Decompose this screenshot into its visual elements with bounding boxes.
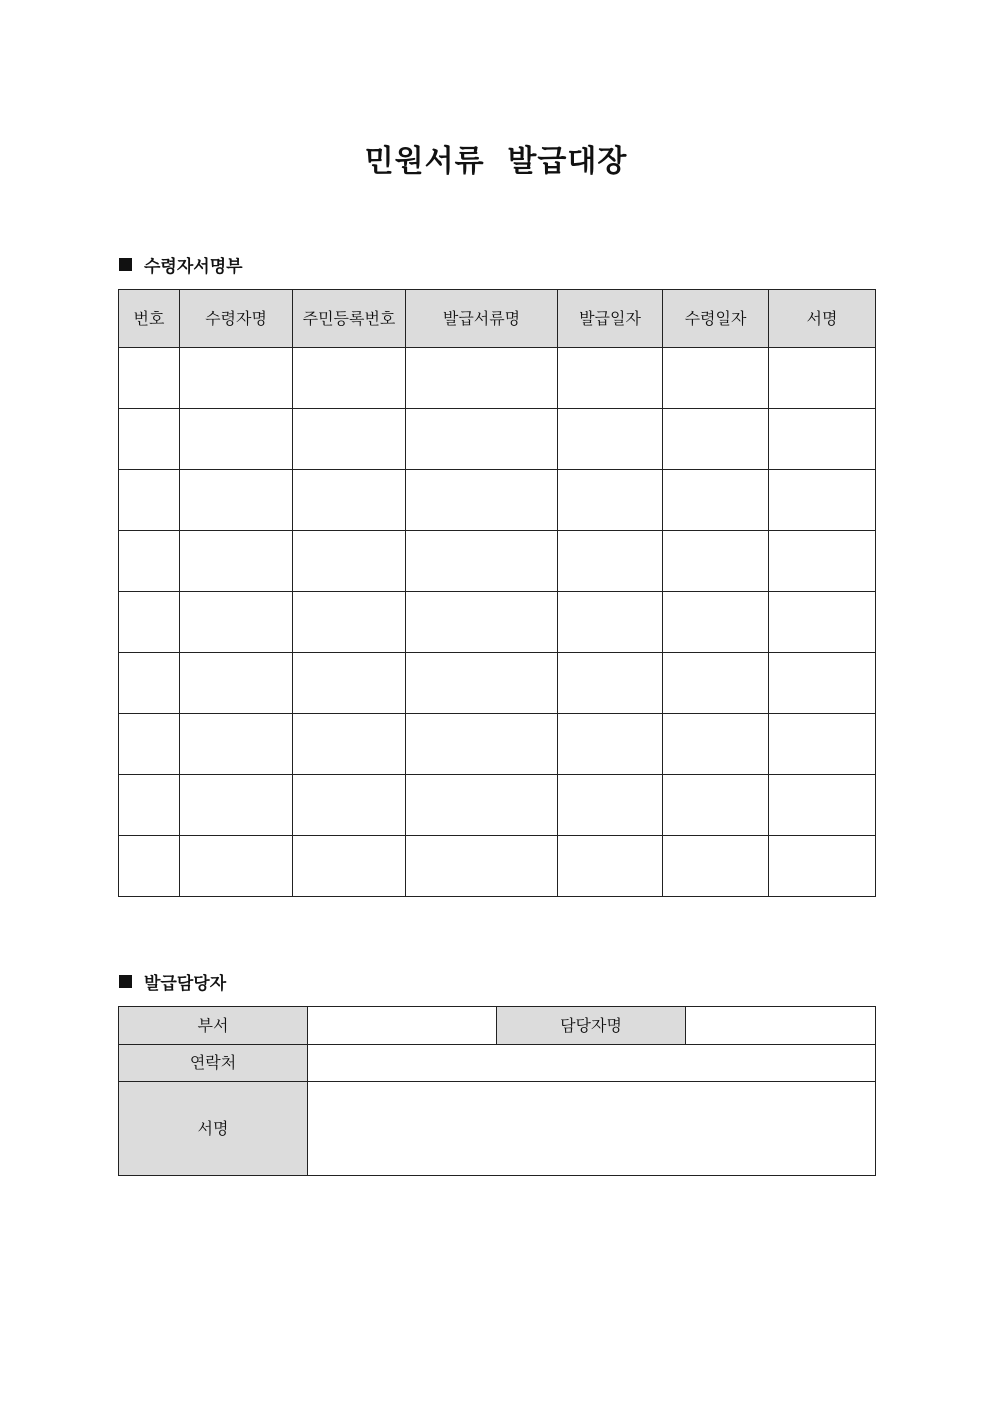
recipient-section-heading	[119, 252, 243, 277]
clerk-name-field[interactable]	[686, 1007, 876, 1045]
table-row	[119, 836, 876, 897]
cell-document-name[interactable]	[406, 531, 558, 592]
cell-issue-date[interactable]	[558, 531, 663, 592]
table-row	[119, 348, 876, 409]
column-header-recipient-name: 수령자명	[180, 290, 293, 348]
cell-number[interactable]	[119, 653, 180, 714]
table-row	[119, 531, 876, 592]
column-header-signature: 서명	[769, 290, 876, 348]
cell-number[interactable]	[119, 836, 180, 897]
cell-number[interactable]	[119, 775, 180, 836]
cell-resident-number[interactable]	[293, 409, 406, 470]
table-row	[119, 775, 876, 836]
cell-resident-number[interactable]	[293, 775, 406, 836]
cell-recipient-name[interactable]	[180, 653, 293, 714]
cell-issue-date[interactable]	[558, 836, 663, 897]
department-field[interactable]	[308, 1007, 497, 1045]
cell-document-name[interactable]	[406, 653, 558, 714]
cell-signature[interactable]	[769, 653, 876, 714]
column-header-resident-number: 주민등록번호	[293, 290, 406, 348]
cell-recipient-name[interactable]	[180, 836, 293, 897]
cell-receipt-date[interactable]	[663, 836, 769, 897]
cell-signature[interactable]	[769, 592, 876, 653]
table-row	[119, 1045, 876, 1082]
cell-document-name[interactable]	[406, 714, 558, 775]
recipient-signature-table	[118, 289, 876, 897]
cell-number[interactable]	[119, 714, 180, 775]
cell-recipient-name[interactable]	[180, 714, 293, 775]
column-header-issue-date: 발급일자	[558, 290, 663, 348]
contact-label: 연락처	[119, 1045, 308, 1082]
cell-signature[interactable]	[769, 714, 876, 775]
table-row	[119, 409, 876, 470]
cell-receipt-date[interactable]	[663, 348, 769, 409]
document-title: 민원서류 발급대장	[364, 144, 628, 179]
cell-issue-date[interactable]	[558, 409, 663, 470]
recipient-table-body	[119, 348, 876, 897]
cell-number[interactable]	[119, 409, 180, 470]
cell-recipient-name[interactable]	[180, 592, 293, 653]
cell-document-name[interactable]	[406, 775, 558, 836]
cell-number[interactable]	[119, 592, 180, 653]
cell-recipient-name[interactable]	[180, 531, 293, 592]
cell-document-name[interactable]	[406, 348, 558, 409]
cell-receipt-date[interactable]	[663, 409, 769, 470]
table-row	[119, 653, 876, 714]
cell-signature[interactable]	[769, 348, 876, 409]
cell-signature[interactable]	[769, 409, 876, 470]
signature-field[interactable]	[308, 1082, 876, 1176]
cell-resident-number[interactable]	[293, 653, 406, 714]
cell-receipt-date[interactable]	[663, 714, 769, 775]
cell-document-name[interactable]	[406, 592, 558, 653]
cell-issue-date[interactable]	[558, 470, 663, 531]
cell-recipient-name[interactable]	[180, 348, 293, 409]
clerk-name-label: 담당자명	[497, 1007, 686, 1045]
clerk-section-heading	[119, 969, 226, 994]
cell-receipt-date[interactable]	[663, 470, 769, 531]
cell-resident-number[interactable]	[293, 348, 406, 409]
department-label: 부서	[119, 1007, 308, 1045]
table-row	[119, 1007, 876, 1045]
cell-issue-date[interactable]	[558, 348, 663, 409]
cell-document-name[interactable]	[406, 409, 558, 470]
cell-issue-date[interactable]	[558, 653, 663, 714]
cell-signature[interactable]	[769, 470, 876, 531]
cell-resident-number[interactable]	[293, 714, 406, 775]
cell-receipt-date[interactable]	[663, 531, 769, 592]
cell-issue-date[interactable]	[558, 775, 663, 836]
contact-field[interactable]	[308, 1045, 876, 1082]
black-square-icon	[119, 258, 132, 271]
cell-recipient-name[interactable]	[180, 470, 293, 531]
cell-signature[interactable]	[769, 531, 876, 592]
cell-resident-number[interactable]	[293, 470, 406, 531]
cell-receipt-date[interactable]	[663, 653, 769, 714]
cell-resident-number[interactable]	[293, 592, 406, 653]
cell-number[interactable]	[119, 531, 180, 592]
column-header-document-name: 발급서류명	[406, 290, 558, 348]
recipient-section-label: 수령자서명부	[144, 257, 243, 277]
cell-recipient-name[interactable]	[180, 775, 293, 836]
black-square-icon	[119, 975, 132, 988]
table-row	[119, 470, 876, 531]
table-row	[119, 1082, 876, 1176]
cell-resident-number[interactable]	[293, 836, 406, 897]
column-header-number: 번호	[119, 290, 180, 348]
cell-resident-number[interactable]	[293, 531, 406, 592]
signature-label: 서명	[119, 1082, 308, 1176]
cell-signature[interactable]	[769, 775, 876, 836]
cell-number[interactable]	[119, 470, 180, 531]
column-header-receipt-date: 수령일자	[663, 290, 769, 348]
table-header-row	[119, 290, 876, 348]
cell-receipt-date[interactable]	[663, 592, 769, 653]
clerk-section-label: 발급담당자	[144, 974, 227, 994]
cell-number[interactable]	[119, 348, 180, 409]
table-row	[119, 714, 876, 775]
cell-document-name[interactable]	[406, 836, 558, 897]
cell-issue-date[interactable]	[558, 714, 663, 775]
cell-document-name[interactable]	[406, 470, 558, 531]
table-row	[119, 592, 876, 653]
cell-signature[interactable]	[769, 836, 876, 897]
cell-issue-date[interactable]	[558, 592, 663, 653]
clerk-info-table	[118, 1006, 876, 1176]
cell-recipient-name[interactable]	[180, 409, 293, 470]
cell-receipt-date[interactable]	[663, 775, 769, 836]
